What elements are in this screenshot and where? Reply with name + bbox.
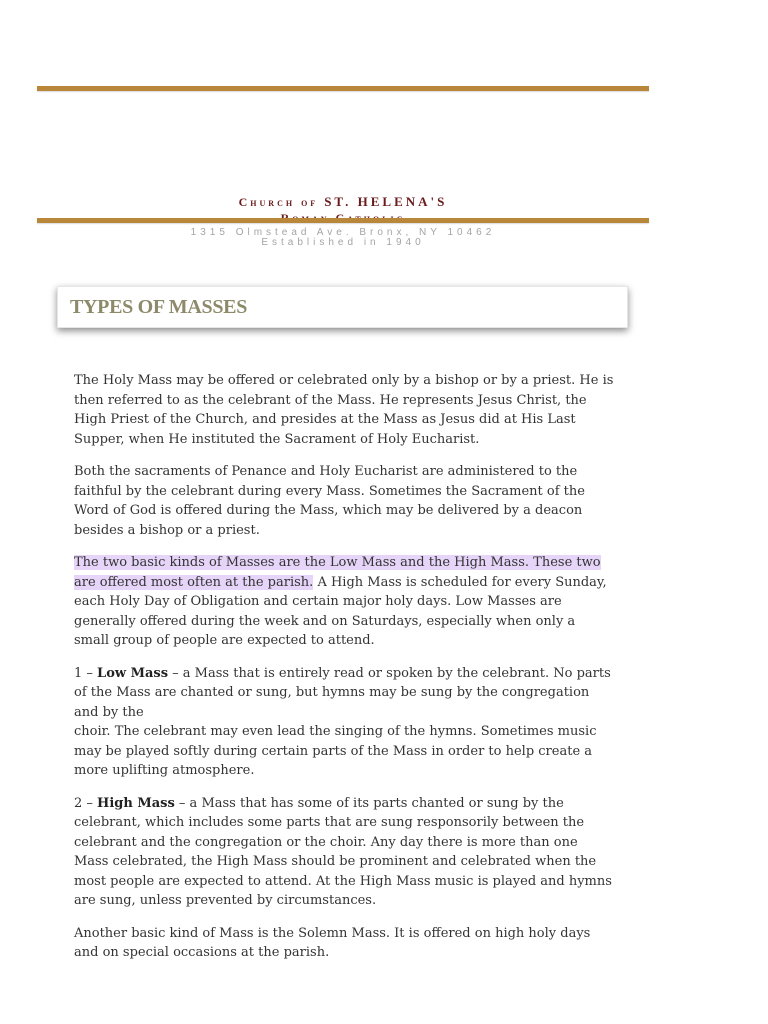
low-mass-term: Low Mass — [97, 665, 169, 681]
low-mass-text-b: choir. The celebrant may even lead the singing of the hymns. Sometimes music may be played softly during certain parts of the Mass in order to help create a more uplifting atmosphere. — [74, 724, 597, 778]
paragraph-kinds-rest: A High Mass is scheduled for every Sunday, each Holy Day of Obligation and certain major holy days. Low Masses are generally offered during the week and on Saturdays, especially when only a small group of people are expected to attend. — [74, 574, 607, 648]
church-address — [37, 228, 649, 248]
paragraph-low-mass — [74, 664, 614, 781]
low-mass-text-a: – a Mass that is entirely read or spoken by the celebrant. No parts of the Mass are chanted or sung, but hymns may be sung by the congregation and by the — [74, 665, 611, 720]
section-title-box — [57, 286, 628, 328]
address-line: 1315 Olmstead Ave. Bronx, NY 10462 — [190, 227, 496, 238]
paragraph-solemn-mass: Another basic kind of Mass is the Solemn Mass. It is offered on high holy days and on special occasions at the parish. — [74, 925, 591, 960]
header-middle-rule — [37, 218, 649, 223]
highlighted-text: The two basic kinds of Masses are the Low Mass and the High Mass. These two are offered most often at the parish. — [74, 555, 601, 590]
church-name-prefix: Church of — [238, 195, 319, 209]
high-mass-text: – a Mass that has some of its parts chanted or sung by the celebrant, which includes some parts that are sung responsorily between the celebrant and the congregation or the choir. Any day there is more than one Mass celebrated, the High Mass should be prominent and celebrated when the most people are expected to attend. At the High Mass music is played and hymns are sung, unless prevented by circumstances. — [74, 795, 612, 908]
established-line: Established in 1940 — [261, 237, 425, 248]
church-name-line1 — [37, 194, 649, 210]
church-name-main: ST. HELENA'S — [324, 194, 448, 209]
section-title: TYPES OF MASSES — [70, 296, 248, 318]
low-mass-number: 1 – — [74, 665, 98, 681]
paragraph-kinds — [74, 553, 614, 651]
header-top-rule — [37, 86, 649, 91]
high-mass-number: 2 – — [74, 795, 98, 811]
paragraph-high-mass — [74, 794, 614, 911]
paragraph-celebrant: The Holy Mass may be offered or celebrated only by a bishop or by a priest. He is then referred to as the celebrant of the Mass. He represents Jesus Christ, the High Priest of the Church, and presides at the Mass as Jesus did at His Last Supper, when He instituted the Sacrament of Holy Eucharist. — [74, 373, 614, 447]
article-content — [74, 371, 614, 976]
high-mass-term: High Mass — [97, 795, 175, 811]
paragraph-sacraments: Both the sacraments of Penance and Holy Eucharist are administered to the faithful by the celebrant during every Mass. Sometimes the Sacrament of the Word of God is offered during the Mass, which may be delivered by a deacon besides a bishop or a priest. — [74, 464, 585, 538]
